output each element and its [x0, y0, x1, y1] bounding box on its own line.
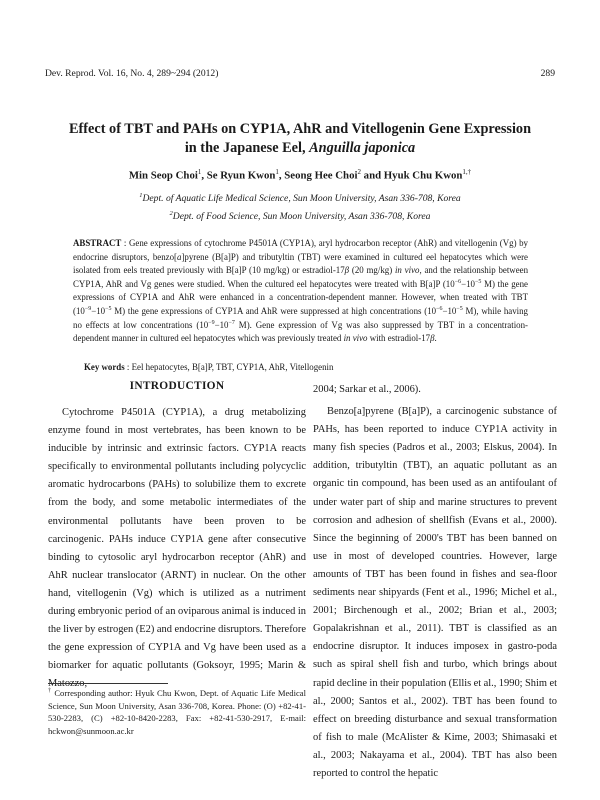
author-list [40, 165, 560, 183]
affiliation-text: Dept. of Aquatic Life Medical Science, Sun Moon University, Asan 336-708, Korea [142, 193, 461, 205]
abstract-text: , and the relationship between CYP1A, AhR and Vg genes were studied. When the cultured eel hepatocytes were treated with B[a]P (10 [73, 265, 529, 289]
abstract-text: (20 mg/kg) [349, 265, 395, 276]
author-separator: , [201, 169, 207, 182]
article-title [40, 120, 560, 158]
abstract-exponent: −5 [456, 306, 463, 312]
body-column-right [313, 381, 557, 783]
abstract-beta: β [430, 333, 435, 344]
abstract-text: −10 [214, 319, 229, 330]
affiliation-text: Dept. of Food Science, Sun Moon University, Asan 336-708, Korea [172, 210, 431, 222]
author-name: Se Ryun Kwon [206, 169, 276, 182]
keywords-text: Eel hepatocytes, B[a]P, TBT, CYP1A, AhR, Vitellogenin [131, 362, 334, 372]
abstract-text: M) the gene expressions of CYP1A and AhR were suppressed at high concentrations (10 [111, 305, 437, 316]
abstract-label: ABSTRACT [73, 238, 122, 248]
abstract-text: with estradiol-17 [367, 333, 431, 344]
abstract-text: Gene expressions of cytochrome P4501A (CYP1A), aryl hydrocarbon receptor (AhR) and vitellogenin (Vg) by endocrine disruptors, benzo[ [73, 238, 528, 262]
affiliation-2 [40, 207, 560, 225]
keywords [84, 361, 528, 374]
page-number: 289 [540, 68, 555, 79]
abstract-text: M), while having no effects at low concentrations (10 [73, 305, 528, 330]
abstract-colon: : [121, 238, 129, 248]
abstract-exponent: −7 [228, 319, 235, 326]
author-separator: and [360, 169, 384, 182]
body-column-left [48, 404, 306, 694]
abstract-exponent: −5 [105, 306, 112, 312]
abstract-text: −10 [442, 305, 457, 316]
keywords-label: Key words [84, 362, 125, 372]
section-heading-introduction: INTRODUCTION [129, 380, 225, 392]
paragraph-continuation: 2004; Sarkar et al., 2006). [313, 384, 421, 395]
running-head [45, 68, 555, 82]
abstract-in-vivo: in vivo [343, 333, 368, 344]
title-line-2-prefix: in the Japanese Eel, [184, 140, 310, 156]
abstract-text: ]pyrene (B[a]P) and tributyltin (TBT) were examined in cultured eel hepatocytes which were isolated from eels treated previously with B[a]P (10 mg/kg) or estradiol-17 [73, 251, 528, 276]
abstract-in-vivo: in vivo [394, 265, 420, 276]
abstract-alpha: a [177, 251, 182, 262]
abstract-text: . [434, 333, 437, 344]
abstract-text: M). Gene expression of Vg was also suppressed by TBT in a concentration-dependent manner in cultured eel hepatocytes which was previously treated [73, 319, 528, 344]
journal-citation: Dev. Reprod. Vol. 16, No. 4, 289~294 (2012) [45, 68, 219, 79]
abstract-exponent: −9 [208, 319, 215, 326]
author-name: Seong Hee Choi [284, 169, 358, 182]
title-line-1: Effect of TBT and PAHs on CYP1A, AhR and Vitellogenin Gene Expression [68, 121, 532, 137]
paragraph: Cytochrome P4501A (CYP1A), a drug metabolizing enzyme found in most vertebrates, has been known to be inducible by intrinsic and extrinsic factors. CYP1A reacts specifically to environmental pollutants including polycyclic aromatic hydrocarbons (PAHs) to solubilize them to excrete from the body, and some metabolic intermediates of the environmental pollutants have been proven to be carcinogenic. PAHs induce CYP1A gene after consecutive binding to cytosolic aryl hydrocarbon receptor (AhR) and AhR nuclear translocator (ARNT) in nuclear. On the other hand, vitellogenin (Vg) which is utilized as a nutriment during embryonic period of an oviparous animal is induced in the liver by estrogen (E2) and endocrine disruptors. Therefore the gene expression of CYP1A and Vg have been used as a biomarker for aquatic pollutants (Goksoyr, 1995; Marin & Matozzo, [48, 407, 306, 690]
affiliation-mark: 2 [169, 209, 173, 217]
abstract-text: M) the gene expressions of CYP1A and AhR were enhanced in a concentration-dependent manner. However, when treated with TBT (10 [73, 278, 528, 316]
abstract-text: −10 [461, 278, 475, 289]
abstract-beta: β [344, 265, 350, 276]
author-name: Min Seop Choi [128, 169, 198, 182]
author-affiliation-mark: 1,† [462, 168, 472, 176]
footnote-text: Corresponding author: Hyuk Chu Kwon, Dept. of Aquatic Life Medical Science, Sun Moon University, Asan 336-708, Korea. Phone: (O) +82-41-530-2283, (C) +82-10-8420-2283, Fax: +82-41-530-2917, E-mail: hckwon@sunmoon.ac.kr [48, 688, 307, 736]
author-affiliation-mark: 1 [275, 168, 279, 176]
title-species-name: Anguilla japonica [309, 140, 416, 156]
affiliation-1 [40, 189, 560, 207]
abstract-text: −10 [91, 305, 106, 316]
paragraph: Benzo[a]pyrene (B[a]P), a carcinogenic substance of PAHs, has been reported to induce CYP1A activity in many fish species (Padros et al., 2003; Elskus, 2004). In addition, tributyltin (TBT), an aquatic pollutant as an organic tin compound, has been used as an antifoulant of under water part of ship and marine structures to prevent corrosion and adhesion of shellfish (Evans et al., 2000). Since the beginning of 2000's TBT has been banned on use in most of developed countries. However, large amounts of TBT has been found in fishes and sea-floor sediments near shipyards (Fent et al., 1996; Michel et al., 2001; Birchenough et al., 2002; Brian et al., 2003; Gopalakrishnan et al., 2011). TBT is classified as an endocrine disruptor. It induces imposex in gastro-poda such as spiral shell fish and turbo, which brings about rapid decline in their population (Ellis et al., 1990; Shim et al., 2000; Santos et al., 2002). TBT has been found to effect on breeding disturbance and sexual transformation of fish to male (McAlister & Kime, 2003; Shimasaki et al., 2003; Nakayama et al., 2004). TBT has also been reported to control the hepatic [313, 406, 557, 779]
abstract-exponent: −6 [454, 278, 462, 285]
footnote-divider [48, 683, 168, 684]
author-separator: , [278, 169, 285, 182]
affiliations [40, 189, 560, 224]
abstract-exponent: −6 [436, 306, 443, 312]
author-affiliation-mark: 2 [357, 168, 361, 176]
corresponding-author-footnote [48, 687, 306, 737]
author-affiliation-mark: 1 [197, 168, 202, 176]
abstract-exponent: −5 [474, 278, 482, 285]
author-name: Hyuk Chu Kwon [383, 169, 463, 182]
abstract-exponent: −9 [84, 306, 92, 312]
keywords-colon: : [124, 362, 132, 372]
affiliation-mark: 1 [139, 192, 143, 199]
abstract [73, 237, 528, 346]
footnote-mark: † [48, 688, 52, 695]
